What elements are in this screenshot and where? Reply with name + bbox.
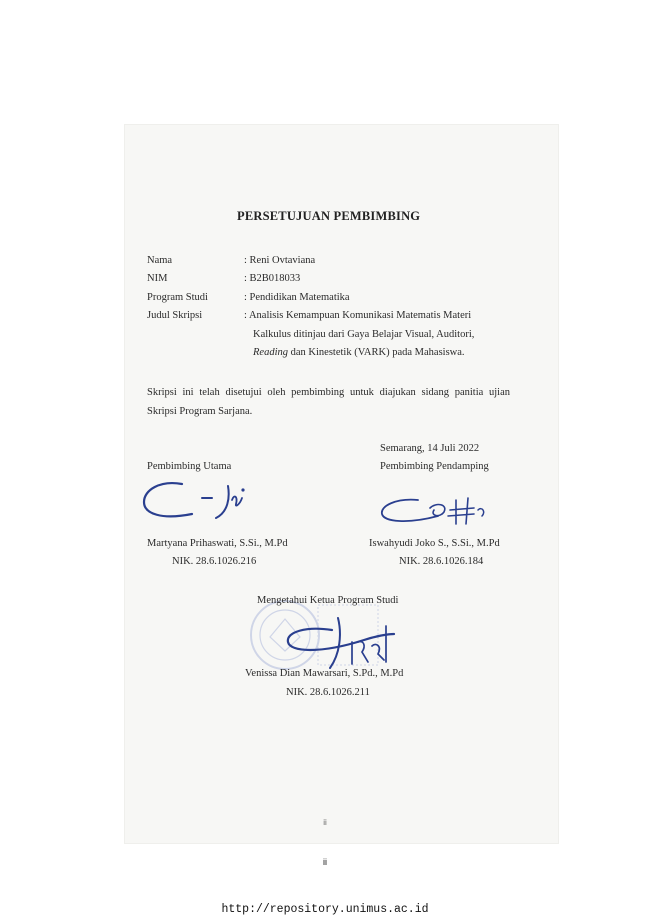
- field-value-nim: : B2B018033: [244, 273, 301, 284]
- italic-word: Reading: [253, 347, 288, 358]
- field-label-judul: Judul Skripsi: [147, 310, 203, 321]
- advisor-main-name: Martyana Prihaswati, S.Si., M.Pd: [147, 538, 288, 549]
- approver-nik: NIK. 28.6.1026.211: [286, 687, 370, 698]
- statement-line2: Skripsi Program Sarjana.: [147, 406, 253, 417]
- advisor-second-nik: NIK. 28.6.1026.184: [399, 556, 484, 567]
- title-line3-rest: dan Kinestetik (VARK) pada Mahasiswa.: [288, 347, 465, 358]
- place-date: Semarang, 14 Juli 2022: [380, 443, 480, 454]
- page-number: ii: [323, 857, 327, 867]
- field-value-program-studi: : Pendidikan Matematika: [244, 292, 350, 303]
- field-value-judul-line1: : Analisis Kemampuan Komunikasi Matematis Materi: [244, 310, 472, 321]
- repository-url-link[interactable]: http://repository.unimus.ac.id: [221, 903, 429, 916]
- signature-approver-icon: [272, 612, 402, 672]
- field-value-nama: : Reni Ovtaviana: [244, 255, 316, 266]
- statement-line1: Skripsi ini telah disetujui oleh pembimbing untuk diajukan sidang panitia ujian: [147, 387, 510, 398]
- approver-role: Mengetahui Ketua Program Studi: [257, 595, 399, 606]
- advisor-second-role: Pembimbing Pendamping: [380, 461, 489, 472]
- signature-second-icon: [378, 494, 498, 528]
- field-label-nama: Nama: [147, 255, 173, 266]
- field-value-judul-line2: Kalkulus ditinjau dari Gaya Belajar Visual, Auditori,: [253, 329, 475, 340]
- approver-name: Venissa Dian Mawarsari, S.Pd., M.Pd: [245, 668, 404, 679]
- signature-main-icon: [140, 478, 250, 526]
- field-label-program-studi: Program Studi: [147, 292, 208, 303]
- scan-page-number: ii: [323, 818, 327, 827]
- field-value-judul-line3: [253, 347, 465, 358]
- advisor-main-nik: NIK. 28.6.1026.216: [172, 556, 257, 567]
- advisor-main-role: Pembimbing Utama: [147, 461, 232, 472]
- field-label-nim: NIM: [147, 273, 168, 284]
- advisor-second-name: Iswahyudi Joko S., S.Si., M.Pd: [369, 538, 500, 549]
- page-title: PERSETUJUAN PEMBIMBING: [237, 209, 421, 223]
